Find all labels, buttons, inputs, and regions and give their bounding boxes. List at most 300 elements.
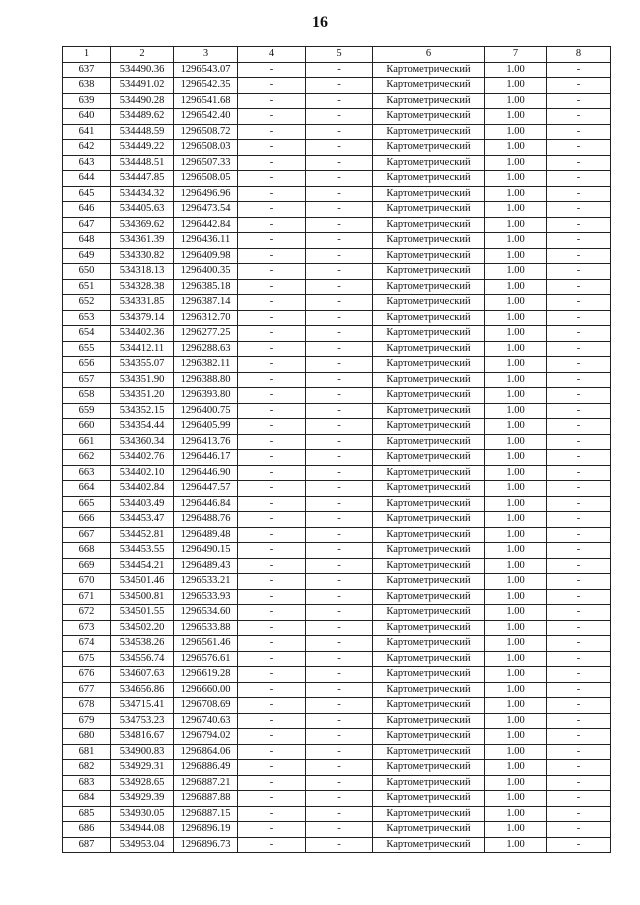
y-coordinate-cell: 1296896.19 bbox=[174, 822, 238, 838]
method-cell: Картометрический bbox=[373, 713, 485, 729]
column-5-cell: - bbox=[306, 822, 373, 838]
point-number-cell: 662 bbox=[63, 450, 111, 466]
method-cell: Картометрический bbox=[373, 341, 485, 357]
accuracy-cell: 1.00 bbox=[485, 605, 547, 621]
column-4-cell: - bbox=[238, 574, 306, 590]
point-number-cell: 648 bbox=[63, 233, 111, 249]
point-number-cell: 686 bbox=[63, 822, 111, 838]
method-cell: Картометрический bbox=[373, 124, 485, 140]
method-cell: Картометрический bbox=[373, 527, 485, 543]
accuracy-cell: 1.00 bbox=[485, 109, 547, 125]
column-5-cell: - bbox=[306, 806, 373, 822]
y-coordinate-cell: 1296447.57 bbox=[174, 481, 238, 497]
method-cell: Картометрический bbox=[373, 78, 485, 94]
table-row bbox=[63, 589, 611, 605]
y-coordinate-cell: 1296886.49 bbox=[174, 760, 238, 776]
table-row bbox=[63, 791, 611, 807]
x-coordinate-cell: 534355.07 bbox=[111, 357, 174, 373]
column-5-cell: - bbox=[306, 496, 373, 512]
table-row bbox=[63, 481, 611, 497]
column-8-cell: - bbox=[547, 233, 611, 249]
column-5-cell: - bbox=[306, 341, 373, 357]
column-5-cell: - bbox=[306, 372, 373, 388]
column-5-cell: - bbox=[306, 357, 373, 373]
accuracy-cell: 1.00 bbox=[485, 217, 547, 233]
y-coordinate-cell: 1296488.76 bbox=[174, 512, 238, 528]
column-4-cell: - bbox=[238, 744, 306, 760]
accuracy-cell: 1.00 bbox=[485, 264, 547, 280]
point-number-cell: 679 bbox=[63, 713, 111, 729]
y-coordinate-cell: 1296534.60 bbox=[174, 605, 238, 621]
x-coordinate-cell: 534453.47 bbox=[111, 512, 174, 528]
method-cell: Картометрический bbox=[373, 543, 485, 559]
point-number-cell: 641 bbox=[63, 124, 111, 140]
column-8-cell: - bbox=[547, 357, 611, 373]
point-number-cell: 638 bbox=[63, 78, 111, 94]
method-cell: Картометрический bbox=[373, 171, 485, 187]
column-8-cell: - bbox=[547, 713, 611, 729]
point-number-cell: 657 bbox=[63, 372, 111, 388]
point-number-cell: 675 bbox=[63, 651, 111, 667]
column-5-cell: - bbox=[306, 682, 373, 698]
y-coordinate-cell: 1296660.00 bbox=[174, 682, 238, 698]
x-coordinate-cell: 534361.39 bbox=[111, 233, 174, 249]
accuracy-cell: 1.00 bbox=[485, 729, 547, 745]
column-8-cell: - bbox=[547, 837, 611, 853]
column-5-cell: - bbox=[306, 713, 373, 729]
y-coordinate-cell: 1296708.69 bbox=[174, 698, 238, 714]
point-number-cell: 652 bbox=[63, 295, 111, 311]
method-cell: Картометрический bbox=[373, 62, 485, 78]
column-4-cell: - bbox=[238, 481, 306, 497]
accuracy-cell: 1.00 bbox=[485, 837, 547, 853]
column-8-cell: - bbox=[547, 264, 611, 280]
table-row bbox=[63, 248, 611, 264]
y-coordinate-cell: 1296542.40 bbox=[174, 109, 238, 125]
column-5-cell: - bbox=[306, 512, 373, 528]
column-4-cell: - bbox=[238, 62, 306, 78]
column-4-cell: - bbox=[238, 357, 306, 373]
method-cell: Картометрический bbox=[373, 403, 485, 419]
point-number-cell: 663 bbox=[63, 465, 111, 481]
column-4-cell: - bbox=[238, 326, 306, 342]
accuracy-cell: 1.00 bbox=[485, 62, 547, 78]
y-coordinate-cell: 1296887.15 bbox=[174, 806, 238, 822]
table-row bbox=[63, 109, 611, 125]
x-coordinate-cell: 534556.74 bbox=[111, 651, 174, 667]
column-8-cell: - bbox=[547, 574, 611, 590]
y-coordinate-cell: 1296533.93 bbox=[174, 589, 238, 605]
accuracy-cell: 1.00 bbox=[485, 775, 547, 791]
table-row bbox=[63, 574, 611, 590]
method-cell: Картометрический bbox=[373, 140, 485, 156]
x-coordinate-cell: 534607.63 bbox=[111, 667, 174, 683]
column-4-cell: - bbox=[238, 233, 306, 249]
column-4-cell: - bbox=[238, 450, 306, 466]
y-coordinate-cell: 1296864.06 bbox=[174, 744, 238, 760]
column-8-cell: - bbox=[547, 636, 611, 652]
table-row bbox=[63, 357, 611, 373]
column-8-cell: - bbox=[547, 450, 611, 466]
x-coordinate-cell: 534354.44 bbox=[111, 419, 174, 435]
accuracy-cell: 1.00 bbox=[485, 667, 547, 683]
method-cell: Картометрический bbox=[373, 388, 485, 404]
point-number-cell: 674 bbox=[63, 636, 111, 652]
accuracy-cell: 1.00 bbox=[485, 527, 547, 543]
column-5-cell: - bbox=[306, 248, 373, 264]
y-coordinate-cell: 1296794.02 bbox=[174, 729, 238, 745]
x-coordinate-cell: 534402.76 bbox=[111, 450, 174, 466]
x-coordinate-cell: 534929.31 bbox=[111, 760, 174, 776]
table-row bbox=[63, 171, 611, 187]
column-4-cell: - bbox=[238, 171, 306, 187]
y-coordinate-cell: 1296436.11 bbox=[174, 233, 238, 249]
point-number-cell: 651 bbox=[63, 279, 111, 295]
method-cell: Картометрический bbox=[373, 667, 485, 683]
x-coordinate-cell: 534816.67 bbox=[111, 729, 174, 745]
column-header: 2 bbox=[111, 47, 174, 63]
point-number-cell: 664 bbox=[63, 481, 111, 497]
point-number-cell: 644 bbox=[63, 171, 111, 187]
y-coordinate-cell: 1296576.61 bbox=[174, 651, 238, 667]
accuracy-cell: 1.00 bbox=[485, 465, 547, 481]
method-cell: Картометрический bbox=[373, 620, 485, 636]
method-cell: Картометрический bbox=[373, 589, 485, 605]
page-number: 16 bbox=[312, 14, 328, 31]
column-5-cell: - bbox=[306, 310, 373, 326]
column-4-cell: - bbox=[238, 682, 306, 698]
method-cell: Картометрический bbox=[373, 651, 485, 667]
column-8-cell: - bbox=[547, 775, 611, 791]
column-8-cell: - bbox=[547, 248, 611, 264]
column-5-cell: - bbox=[306, 295, 373, 311]
table-header-row bbox=[63, 47, 611, 63]
table-row bbox=[63, 775, 611, 791]
point-number-cell: 653 bbox=[63, 310, 111, 326]
column-5-cell: - bbox=[306, 186, 373, 202]
method-cell: Картометрический bbox=[373, 217, 485, 233]
x-coordinate-cell: 534753.23 bbox=[111, 713, 174, 729]
point-number-cell: 680 bbox=[63, 729, 111, 745]
point-number-cell: 671 bbox=[63, 589, 111, 605]
table-row bbox=[63, 78, 611, 94]
table-row bbox=[63, 341, 611, 357]
point-number-cell: 643 bbox=[63, 155, 111, 171]
point-number-cell: 669 bbox=[63, 558, 111, 574]
table-row bbox=[63, 310, 611, 326]
column-8-cell: - bbox=[547, 124, 611, 140]
x-coordinate-cell: 534352.15 bbox=[111, 403, 174, 419]
column-4-cell: - bbox=[238, 434, 306, 450]
table-row bbox=[63, 465, 611, 481]
point-number-cell: 670 bbox=[63, 574, 111, 590]
column-8-cell: - bbox=[547, 171, 611, 187]
column-4-cell: - bbox=[238, 341, 306, 357]
method-cell: Картометрический bbox=[373, 791, 485, 807]
column-5-cell: - bbox=[306, 202, 373, 218]
table-row bbox=[63, 264, 611, 280]
column-4-cell: - bbox=[238, 698, 306, 714]
column-8-cell: - bbox=[547, 543, 611, 559]
column-4-cell: - bbox=[238, 667, 306, 683]
point-number-cell: 646 bbox=[63, 202, 111, 218]
table-row bbox=[63, 155, 611, 171]
x-coordinate-cell: 534944.08 bbox=[111, 822, 174, 838]
point-number-cell: 647 bbox=[63, 217, 111, 233]
table-row bbox=[63, 636, 611, 652]
x-coordinate-cell: 534452.81 bbox=[111, 527, 174, 543]
x-coordinate-cell: 534656.86 bbox=[111, 682, 174, 698]
table-row bbox=[63, 605, 611, 621]
column-5-cell: - bbox=[306, 791, 373, 807]
column-4-cell: - bbox=[238, 93, 306, 109]
column-4-cell: - bbox=[238, 186, 306, 202]
column-5-cell: - bbox=[306, 217, 373, 233]
column-4-cell: - bbox=[238, 651, 306, 667]
column-8-cell: - bbox=[547, 310, 611, 326]
column-header: 4 bbox=[238, 47, 306, 63]
table-row bbox=[63, 729, 611, 745]
column-8-cell: - bbox=[547, 791, 611, 807]
accuracy-cell: 1.00 bbox=[485, 186, 547, 202]
y-coordinate-cell: 1296507.33 bbox=[174, 155, 238, 171]
column-5-cell: - bbox=[306, 450, 373, 466]
column-5-cell: - bbox=[306, 78, 373, 94]
table-row bbox=[63, 760, 611, 776]
accuracy-cell: 1.00 bbox=[485, 295, 547, 311]
table-row bbox=[63, 558, 611, 574]
column-header: 8 bbox=[547, 47, 611, 63]
accuracy-cell: 1.00 bbox=[485, 93, 547, 109]
method-cell: Картометрический bbox=[373, 806, 485, 822]
y-coordinate-cell: 1296382.11 bbox=[174, 357, 238, 373]
column-4-cell: - bbox=[238, 496, 306, 512]
accuracy-cell: 1.00 bbox=[485, 171, 547, 187]
method-cell: Картометрический bbox=[373, 248, 485, 264]
column-4-cell: - bbox=[238, 202, 306, 218]
column-4-cell: - bbox=[238, 155, 306, 171]
method-cell: Картометрический bbox=[373, 465, 485, 481]
column-4-cell: - bbox=[238, 760, 306, 776]
table-row bbox=[63, 527, 611, 543]
column-5-cell: - bbox=[306, 589, 373, 605]
accuracy-cell: 1.00 bbox=[485, 155, 547, 171]
x-coordinate-cell: 534929.39 bbox=[111, 791, 174, 807]
column-8-cell: - bbox=[547, 186, 611, 202]
x-coordinate-cell: 534453.55 bbox=[111, 543, 174, 559]
point-number-cell: 659 bbox=[63, 403, 111, 419]
table-row bbox=[63, 450, 611, 466]
column-5-cell: - bbox=[306, 481, 373, 497]
method-cell: Картометрический bbox=[373, 512, 485, 528]
accuracy-cell: 1.00 bbox=[485, 248, 547, 264]
x-coordinate-cell: 534369.62 bbox=[111, 217, 174, 233]
method-cell: Картометрический bbox=[373, 682, 485, 698]
accuracy-cell: 1.00 bbox=[485, 78, 547, 94]
accuracy-cell: 1.00 bbox=[485, 651, 547, 667]
accuracy-cell: 1.00 bbox=[485, 310, 547, 326]
column-8-cell: - bbox=[547, 341, 611, 357]
column-5-cell: - bbox=[306, 729, 373, 745]
x-coordinate-cell: 534328.38 bbox=[111, 279, 174, 295]
x-coordinate-cell: 534434.32 bbox=[111, 186, 174, 202]
table-row bbox=[63, 434, 611, 450]
method-cell: Картометрический bbox=[373, 698, 485, 714]
column-5-cell: - bbox=[306, 651, 373, 667]
column-8-cell: - bbox=[547, 279, 611, 295]
method-cell: Картометрический bbox=[373, 775, 485, 791]
column-4-cell: - bbox=[238, 140, 306, 156]
method-cell: Картометрический bbox=[373, 295, 485, 311]
column-4-cell: - bbox=[238, 543, 306, 559]
table-row bbox=[63, 372, 611, 388]
x-coordinate-cell: 534490.36 bbox=[111, 62, 174, 78]
x-coordinate-cell: 534449.22 bbox=[111, 140, 174, 156]
table-row bbox=[63, 140, 611, 156]
method-cell: Картометрический bbox=[373, 264, 485, 280]
table-row bbox=[63, 543, 611, 559]
accuracy-cell: 1.00 bbox=[485, 233, 547, 249]
method-cell: Картометрический bbox=[373, 310, 485, 326]
y-coordinate-cell: 1296619.28 bbox=[174, 667, 238, 683]
table-row bbox=[63, 651, 611, 667]
column-8-cell: - bbox=[547, 822, 611, 838]
table-row bbox=[63, 217, 611, 233]
point-number-cell: 685 bbox=[63, 806, 111, 822]
accuracy-cell: 1.00 bbox=[485, 589, 547, 605]
x-coordinate-cell: 534379.14 bbox=[111, 310, 174, 326]
method-cell: Картометрический bbox=[373, 434, 485, 450]
point-number-cell: 668 bbox=[63, 543, 111, 559]
table-row bbox=[63, 279, 611, 295]
table-row bbox=[63, 512, 611, 528]
column-5-cell: - bbox=[306, 171, 373, 187]
accuracy-cell: 1.00 bbox=[485, 403, 547, 419]
y-coordinate-cell: 1296489.48 bbox=[174, 527, 238, 543]
column-8-cell: - bbox=[547, 419, 611, 435]
x-coordinate-cell: 534330.82 bbox=[111, 248, 174, 264]
column-8-cell: - bbox=[547, 527, 611, 543]
column-4-cell: - bbox=[238, 558, 306, 574]
method-cell: Картометрический bbox=[373, 202, 485, 218]
table-row bbox=[63, 667, 611, 683]
accuracy-cell: 1.00 bbox=[485, 698, 547, 714]
accuracy-cell: 1.00 bbox=[485, 543, 547, 559]
point-number-cell: 682 bbox=[63, 760, 111, 776]
y-coordinate-cell: 1296533.21 bbox=[174, 574, 238, 590]
accuracy-cell: 1.00 bbox=[485, 496, 547, 512]
method-cell: Картометрический bbox=[373, 233, 485, 249]
column-8-cell: - bbox=[547, 434, 611, 450]
accuracy-cell: 1.00 bbox=[485, 419, 547, 435]
y-coordinate-cell: 1296508.05 bbox=[174, 171, 238, 187]
column-8-cell: - bbox=[547, 667, 611, 683]
column-8-cell: - bbox=[547, 620, 611, 636]
column-4-cell: - bbox=[238, 791, 306, 807]
y-coordinate-cell: 1296446.90 bbox=[174, 465, 238, 481]
y-coordinate-cell: 1296400.35 bbox=[174, 264, 238, 280]
method-cell: Картометрический bbox=[373, 93, 485, 109]
x-coordinate-cell: 534491.02 bbox=[111, 78, 174, 94]
column-8-cell: - bbox=[547, 698, 611, 714]
column-header: 7 bbox=[485, 47, 547, 63]
point-number-cell: 658 bbox=[63, 388, 111, 404]
table-row bbox=[63, 93, 611, 109]
x-coordinate-cell: 534360.34 bbox=[111, 434, 174, 450]
column-4-cell: - bbox=[238, 729, 306, 745]
table-row bbox=[63, 124, 611, 140]
column-8-cell: - bbox=[547, 295, 611, 311]
method-cell: Картометрический bbox=[373, 574, 485, 590]
column-5-cell: - bbox=[306, 636, 373, 652]
y-coordinate-cell: 1296388.80 bbox=[174, 372, 238, 388]
method-cell: Картометрический bbox=[373, 822, 485, 838]
column-4-cell: - bbox=[238, 589, 306, 605]
column-8-cell: - bbox=[547, 512, 611, 528]
column-8-cell: - bbox=[547, 140, 611, 156]
table-row bbox=[63, 744, 611, 760]
table-row bbox=[63, 419, 611, 435]
table-row bbox=[63, 388, 611, 404]
x-coordinate-cell: 534402.36 bbox=[111, 326, 174, 342]
y-coordinate-cell: 1296533.88 bbox=[174, 620, 238, 636]
x-coordinate-cell: 534490.28 bbox=[111, 93, 174, 109]
column-4-cell: - bbox=[238, 403, 306, 419]
x-coordinate-cell: 534448.51 bbox=[111, 155, 174, 171]
column-4-cell: - bbox=[238, 109, 306, 125]
column-8-cell: - bbox=[547, 78, 611, 94]
table-row bbox=[63, 186, 611, 202]
column-4-cell: - bbox=[238, 636, 306, 652]
column-8-cell: - bbox=[547, 589, 611, 605]
method-cell: Картометрический bbox=[373, 450, 485, 466]
point-number-cell: 645 bbox=[63, 186, 111, 202]
column-4-cell: - bbox=[238, 605, 306, 621]
y-coordinate-cell: 1296405.99 bbox=[174, 419, 238, 435]
point-number-cell: 666 bbox=[63, 512, 111, 528]
point-number-cell: 654 bbox=[63, 326, 111, 342]
column-5-cell: - bbox=[306, 465, 373, 481]
y-coordinate-cell: 1296385.18 bbox=[174, 279, 238, 295]
column-8-cell: - bbox=[547, 465, 611, 481]
column-5-cell: - bbox=[306, 667, 373, 683]
x-coordinate-cell: 534351.90 bbox=[111, 372, 174, 388]
accuracy-cell: 1.00 bbox=[485, 357, 547, 373]
column-8-cell: - bbox=[547, 760, 611, 776]
y-coordinate-cell: 1296740.63 bbox=[174, 713, 238, 729]
y-coordinate-cell: 1296312.70 bbox=[174, 310, 238, 326]
x-coordinate-cell: 534454.21 bbox=[111, 558, 174, 574]
column-5-cell: - bbox=[306, 233, 373, 249]
x-coordinate-cell: 534928.65 bbox=[111, 775, 174, 791]
table-row bbox=[63, 233, 611, 249]
y-coordinate-cell: 1296413.76 bbox=[174, 434, 238, 450]
column-5-cell: - bbox=[306, 124, 373, 140]
column-4-cell: - bbox=[238, 372, 306, 388]
column-5-cell: - bbox=[306, 388, 373, 404]
column-header: 1 bbox=[63, 47, 111, 63]
method-cell: Картометрический bbox=[373, 558, 485, 574]
column-5-cell: - bbox=[306, 279, 373, 295]
accuracy-cell: 1.00 bbox=[485, 434, 547, 450]
column-4-cell: - bbox=[238, 822, 306, 838]
column-8-cell: - bbox=[547, 388, 611, 404]
x-coordinate-cell: 534501.46 bbox=[111, 574, 174, 590]
x-coordinate-cell: 534447.85 bbox=[111, 171, 174, 187]
y-coordinate-cell: 1296496.96 bbox=[174, 186, 238, 202]
column-8-cell: - bbox=[547, 326, 611, 342]
column-4-cell: - bbox=[238, 388, 306, 404]
